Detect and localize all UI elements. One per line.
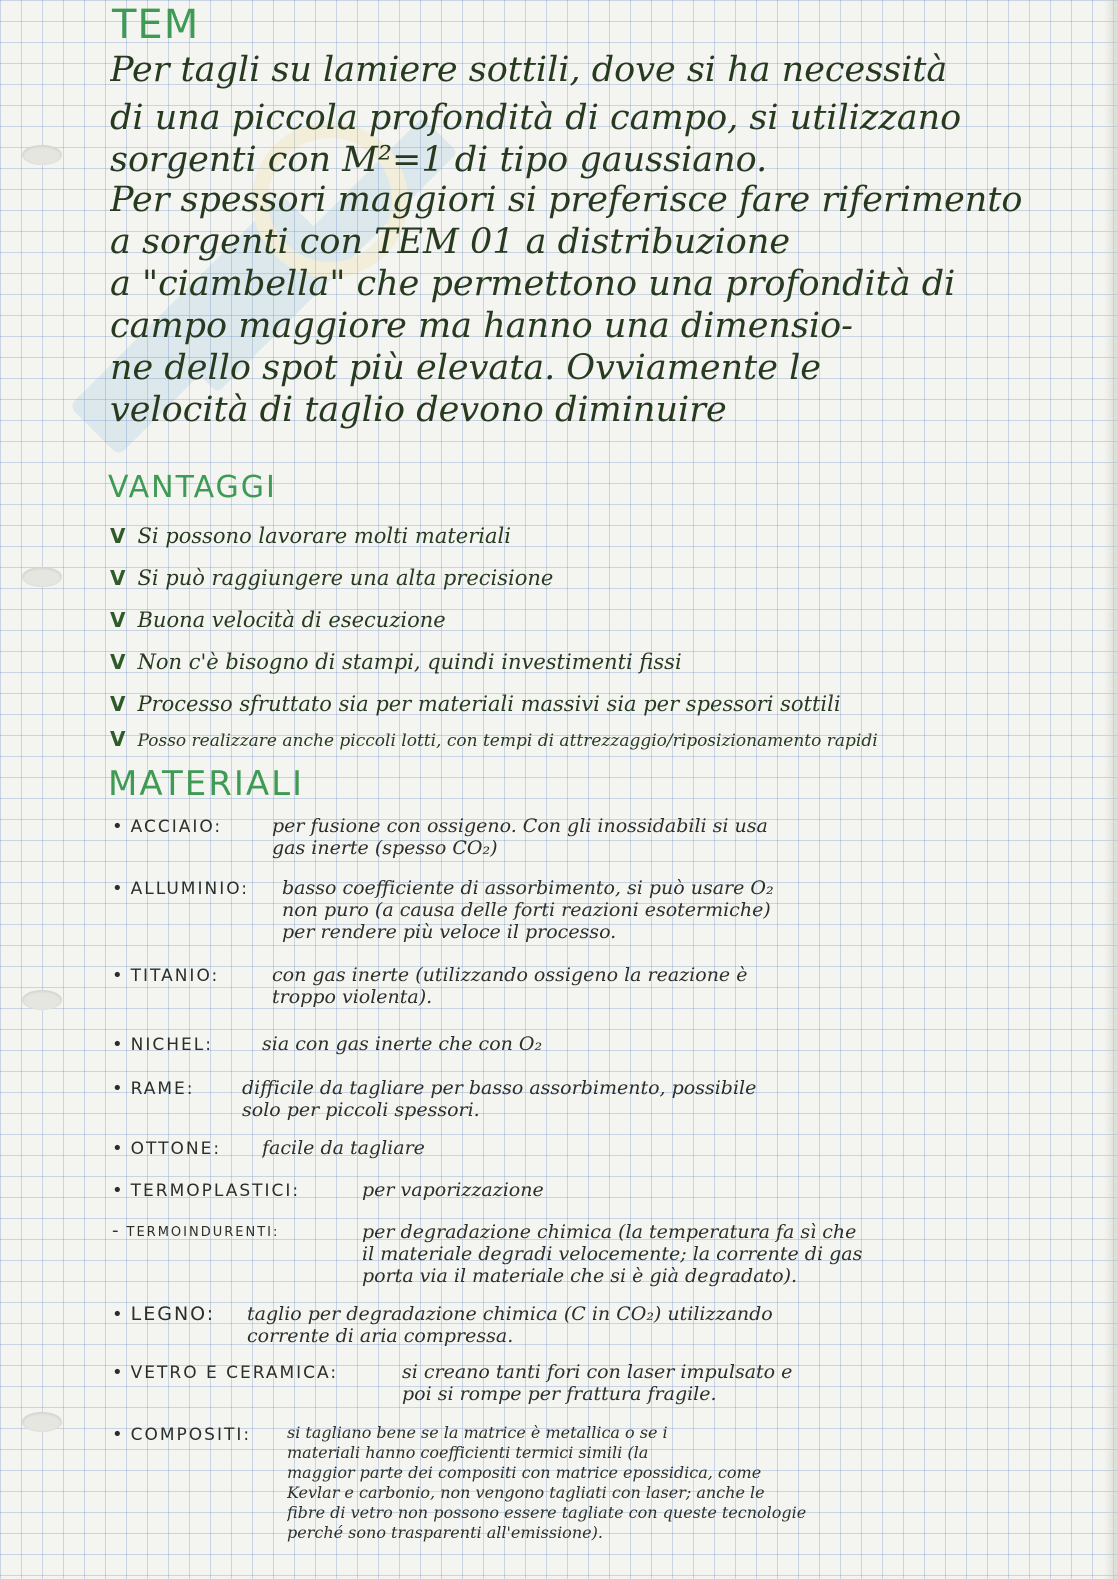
bullet-icon: - xyxy=(112,1220,119,1241)
material-label: RAME: xyxy=(130,1079,195,1099)
material-item xyxy=(112,1303,1072,1347)
page-title: TEM xyxy=(112,2,200,48)
material-desc-line: corrente di aria compressa. xyxy=(247,1325,514,1347)
material-desc-line: facile da tagliare xyxy=(262,1137,425,1159)
material-desc-line: maggior parte dei compositi con matrice epossidica, come xyxy=(287,1463,762,1482)
material-desc-line: per rendere più veloce il processo. xyxy=(282,921,617,943)
material-desc-line: gas inerte (spesso CO₂) xyxy=(272,837,498,859)
material-label: VETRO E CERAMICA: xyxy=(130,1363,339,1383)
material-desc-line: con gas inerte (utilizzando ossigeno la reazione è xyxy=(272,964,748,986)
sheet-edge xyxy=(1104,0,1118,1579)
material-item xyxy=(112,1362,1072,1405)
material-item xyxy=(112,1220,1072,1287)
material-desc-line: troppo violenta). xyxy=(272,986,433,1008)
vantaggio-item: V Posso realizzare anche piccoli lotti, con tempi di attrezzaggio/riposizionamento rapidi xyxy=(110,727,878,751)
vantaggio-item: V Processo sfruttato sia per materiali massivi sia per spessori sottili xyxy=(110,692,841,716)
material-desc-line: taglio per degradazione chimica (C in CO₂) utilizzando xyxy=(247,1303,773,1325)
bullet-icon: • xyxy=(112,1424,123,1445)
material-desc-line: poi si rompe per frattura fragile. xyxy=(402,1383,717,1405)
material-item xyxy=(112,1034,1072,1055)
material-desc-line: per fusione con ossigeno. Con gli inossidabili si usa xyxy=(272,815,768,837)
bullet-icon: • xyxy=(112,1180,123,1201)
material-desc-line: per degradazione chimica (la temperatura fa sì che xyxy=(362,1221,857,1243)
bullet-icon: • xyxy=(112,1078,123,1099)
material-label: ALLUMINIO: xyxy=(130,879,250,899)
bullet-icon: • xyxy=(112,878,123,899)
materiali-heading: MATERIALI xyxy=(108,764,305,804)
material-desc-line: il materiale degradi velocemente; la corrente di gas xyxy=(362,1243,863,1265)
intro-line: a sorgenti con TEM 01 a distribuzione xyxy=(110,222,791,262)
material-label: ACCIAIO: xyxy=(130,817,223,837)
material-desc-line: si creano tanti fori con laser impulsato e xyxy=(402,1361,793,1383)
material-desc-line: difficile da tagliare per basso assorbimento, possibile xyxy=(242,1077,757,1099)
intro-line: ne dello spot più elevata. Ovviamente le xyxy=(110,348,821,388)
bullet-icon: • xyxy=(112,816,123,837)
material-desc-line: si tagliano bene se la matrice è metallica o se i xyxy=(287,1423,668,1442)
bullet-icon: • xyxy=(112,1362,123,1383)
material-desc-line: materiali hanno coefficienti termici simili (la xyxy=(287,1443,649,1462)
material-item xyxy=(112,1138,1072,1159)
intro-line: a "ciambella" che permettono una profondità di xyxy=(110,264,956,304)
material-label: TERMOINDURENTI: xyxy=(126,1225,280,1240)
vantaggio-item: V Non c'è bisogno di stampi, quindi investimenti fissi xyxy=(110,650,682,674)
material-item xyxy=(112,1078,1072,1121)
intro-line: Per tagli su lamiere sottili, dove si ha necessità xyxy=(110,50,948,90)
binder-hole xyxy=(22,567,62,587)
material-desc-line: Kevlar e carbonio, non vengono tagliati con laser; anche le xyxy=(287,1483,765,1502)
material-item xyxy=(112,1180,1072,1201)
binder-hole xyxy=(22,145,62,165)
vantaggi-heading: VANTAGGI xyxy=(108,470,277,505)
material-label: TERMOPLASTICI: xyxy=(130,1181,301,1201)
material-item xyxy=(112,965,1072,1008)
check-icon: V xyxy=(110,650,126,674)
check-icon: V xyxy=(110,566,126,590)
vantaggio-item: V Si può raggiungere una alta precisione xyxy=(110,566,554,590)
vantaggio-item: V Si possono lavorare molti materiali xyxy=(110,524,511,548)
check-icon: V xyxy=(110,608,126,632)
material-desc-line: perché sono trasparenti all'emissione). xyxy=(287,1523,603,1542)
check-icon: V xyxy=(110,524,126,548)
material-desc-line: fibre di vetro non possono essere tagliate con queste tecnologie xyxy=(287,1503,807,1522)
intro-line: sorgenti con M²=1 di tipo gaussiano. xyxy=(110,140,768,180)
intro-line: campo maggiore ma hanno una dimensio- xyxy=(110,306,853,346)
material-desc-line: per vaporizzazione xyxy=(362,1179,544,1201)
material-label: LEGNO: xyxy=(130,1303,216,1325)
material-item xyxy=(112,816,1072,859)
binder-hole xyxy=(22,990,62,1010)
material-desc-line: porta via il materiale che si è già degradato). xyxy=(362,1265,798,1287)
material-label: COMPOSITI: xyxy=(130,1425,252,1445)
material-item xyxy=(112,1424,1072,1543)
check-icon: V xyxy=(110,692,126,716)
check-icon: V xyxy=(110,727,126,751)
bullet-icon: • xyxy=(112,1304,123,1325)
bullet-icon: • xyxy=(112,965,123,986)
vantaggio-item: V Buona velocità di esecuzione xyxy=(110,608,446,632)
material-item xyxy=(112,878,1072,943)
bullet-icon: • xyxy=(112,1034,123,1055)
material-label: OTTONE: xyxy=(130,1139,222,1159)
material-desc-line: basso coefficiente di assorbimento, si può usare O₂ xyxy=(282,877,774,899)
material-desc-line: non puro (a causa delle forti reazioni esotermiche) xyxy=(282,899,771,921)
material-label: TITANIO: xyxy=(130,966,220,986)
intro-line: di una piccola profondità di campo, si utilizzano xyxy=(110,98,962,138)
material-desc-line: solo per piccoli spessori. xyxy=(242,1099,480,1121)
intro-line: velocità di taglio devono diminuire xyxy=(110,390,727,430)
bullet-icon: • xyxy=(112,1138,123,1159)
intro-line: Per spessori maggiori si preferisce fare riferimento xyxy=(110,180,1023,220)
binder-hole xyxy=(22,1412,62,1432)
material-desc-line: sia con gas inerte che con O₂ xyxy=(262,1033,543,1055)
material-label: NICHEL: xyxy=(130,1035,213,1055)
